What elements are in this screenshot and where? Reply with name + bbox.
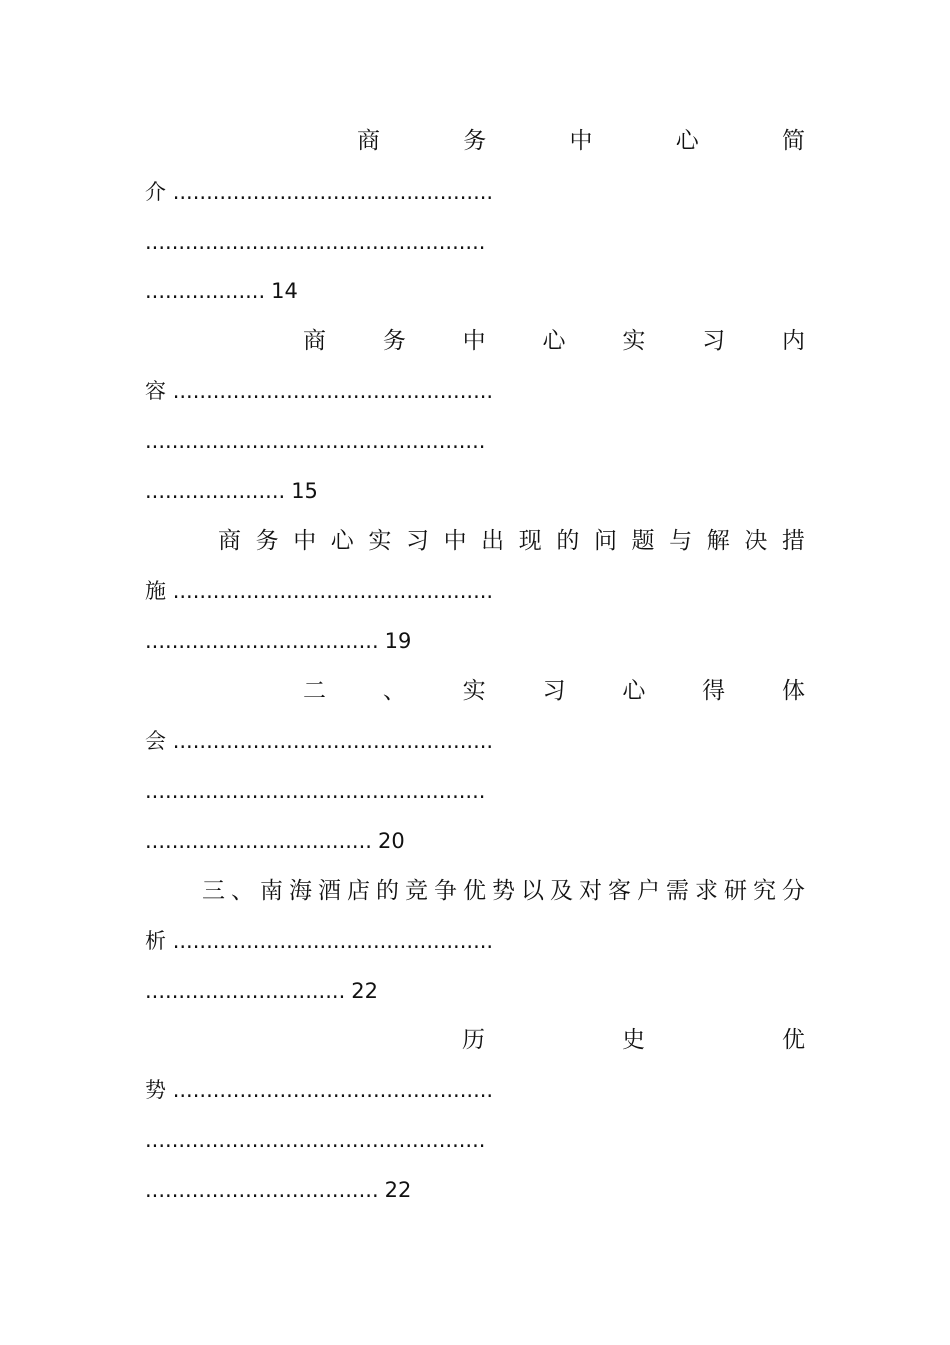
toc-entry-1-dots xyxy=(145,227,485,257)
title-char: 习 xyxy=(542,678,566,704)
leader-dots: ................................................... xyxy=(145,230,486,254)
leader-dots: .............................. xyxy=(145,979,346,1003)
title-char: 习 xyxy=(405,528,429,554)
toc-entry-3-page-line xyxy=(145,626,411,656)
tail-char: 会 xyxy=(145,729,166,753)
title-char: 店 xyxy=(347,878,370,904)
leader-dots: ................................................ xyxy=(172,1078,494,1102)
tail-char: 容 xyxy=(145,379,166,403)
title-char: 中 xyxy=(293,528,317,554)
title-char: 务 xyxy=(463,128,487,154)
tail-char: 析 xyxy=(145,929,166,953)
toc-entry-2-tail xyxy=(145,376,493,406)
toc-entry-1-title[interactable] xyxy=(357,126,805,156)
page-number: 22 xyxy=(384,1178,412,1202)
title-char: 决 xyxy=(744,528,768,554)
title-char: 现 xyxy=(518,528,542,554)
leader-dots: ..................... xyxy=(145,479,286,503)
title-char: 习 xyxy=(702,328,726,354)
toc-entry-5-page-line xyxy=(145,976,378,1006)
title-char: 史 xyxy=(622,1027,645,1053)
title-char: 二 xyxy=(303,678,326,704)
title-char: 心 xyxy=(675,128,699,154)
leader-dots: ................................................ xyxy=(172,729,494,753)
title-char: 、 xyxy=(231,878,254,904)
toc-entry-6-title[interactable] xyxy=(462,1025,805,1055)
title-char: 求 xyxy=(695,878,718,904)
title-char: 心 xyxy=(622,678,646,704)
leader-dots: ................................................ xyxy=(172,379,494,403)
title-char: 优 xyxy=(782,1027,805,1053)
toc-entry-6-page-line xyxy=(145,1175,411,1205)
leader-dots: ................................................ xyxy=(172,579,494,603)
title-char: 南 xyxy=(260,878,283,904)
toc-entry-2-title[interactable] xyxy=(303,326,805,356)
title-char: 务 xyxy=(382,328,406,354)
title-char: 的 xyxy=(376,878,399,904)
title-char: 势 xyxy=(492,878,515,904)
page-number: 14 xyxy=(271,279,298,303)
toc-entry-4-tail xyxy=(145,726,493,756)
page-number: 19 xyxy=(384,629,412,653)
title-char: 的 xyxy=(556,528,580,554)
leader-dots: .................................. xyxy=(145,829,372,853)
toc-entry-2-dots xyxy=(145,426,485,456)
title-char: 竞 xyxy=(405,878,428,904)
leader-dots: ................................................... xyxy=(145,429,486,453)
title-char: 解 xyxy=(706,528,730,554)
leader-dots: ................................... xyxy=(145,1178,379,1202)
title-char: 对 xyxy=(579,878,602,904)
toc-entry-4-page-line xyxy=(145,826,405,856)
title-char: 及 xyxy=(550,878,573,904)
tail-char: 势 xyxy=(145,1078,166,1102)
page-number: 20 xyxy=(377,829,405,853)
toc-entry-6-tail xyxy=(145,1075,493,1105)
title-char: 题 xyxy=(631,528,655,554)
toc-entry-6-dots xyxy=(145,1125,485,1155)
tail-char: 施 xyxy=(145,579,166,603)
title-char: 实 xyxy=(622,328,646,354)
tail-char: 介 xyxy=(145,180,166,204)
toc-entry-3-tail xyxy=(145,576,493,606)
title-char: 中 xyxy=(462,328,486,354)
title-char: 实 xyxy=(462,678,486,704)
leader-dots: ................................... xyxy=(145,629,379,653)
title-char: 体 xyxy=(781,678,805,704)
title-char: 以 xyxy=(521,878,544,904)
leader-dots: .................. xyxy=(145,279,266,303)
title-char: 争 xyxy=(434,878,457,904)
toc-entry-1-tail xyxy=(145,177,493,207)
leader-dots: ................................................ xyxy=(172,929,494,953)
title-char: 、 xyxy=(382,678,406,704)
title-char: 商 xyxy=(357,128,380,154)
title-char: 酒 xyxy=(318,878,341,904)
title-char: 海 xyxy=(289,878,312,904)
toc-entry-4-dots xyxy=(145,776,485,806)
title-char: 历 xyxy=(462,1027,485,1053)
title-char: 务 xyxy=(255,528,279,554)
toc-entry-3-title[interactable] xyxy=(218,526,805,556)
page-number: 22 xyxy=(351,979,378,1003)
title-char: 措 xyxy=(781,528,805,554)
title-char: 商 xyxy=(303,328,326,354)
title-char: 与 xyxy=(669,528,693,554)
title-char: 研 xyxy=(724,878,747,904)
title-char: 需 xyxy=(666,878,689,904)
title-char: 究 xyxy=(753,878,776,904)
title-char: 分 xyxy=(782,878,805,904)
title-char: 实 xyxy=(368,528,392,554)
title-char: 客 xyxy=(608,878,631,904)
title-char: 内 xyxy=(781,328,805,354)
toc-entry-4-title[interactable] xyxy=(303,676,805,706)
toc-entry-5-title[interactable] xyxy=(202,876,805,906)
leader-dots: ................................................ xyxy=(172,180,494,204)
title-char: 中 xyxy=(569,128,593,154)
title-char: 中 xyxy=(443,528,467,554)
title-char: 心 xyxy=(542,328,566,354)
leader-dots: ................................................... xyxy=(145,779,486,803)
title-char: 心 xyxy=(330,528,354,554)
toc-entry-5-tail xyxy=(145,926,493,956)
leader-dots: ................................................... xyxy=(145,1128,486,1152)
title-char: 商 xyxy=(218,528,241,554)
title-char: 户 xyxy=(637,878,660,904)
title-char: 得 xyxy=(702,678,726,704)
title-char: 三 xyxy=(202,878,225,904)
title-char: 出 xyxy=(481,528,505,554)
title-char: 简 xyxy=(782,128,805,154)
toc-entry-2-page-line xyxy=(145,476,318,506)
page-number: 15 xyxy=(291,479,318,503)
title-char: 问 xyxy=(593,528,617,554)
toc-entry-1-page-line xyxy=(145,276,298,306)
title-char: 优 xyxy=(463,878,486,904)
